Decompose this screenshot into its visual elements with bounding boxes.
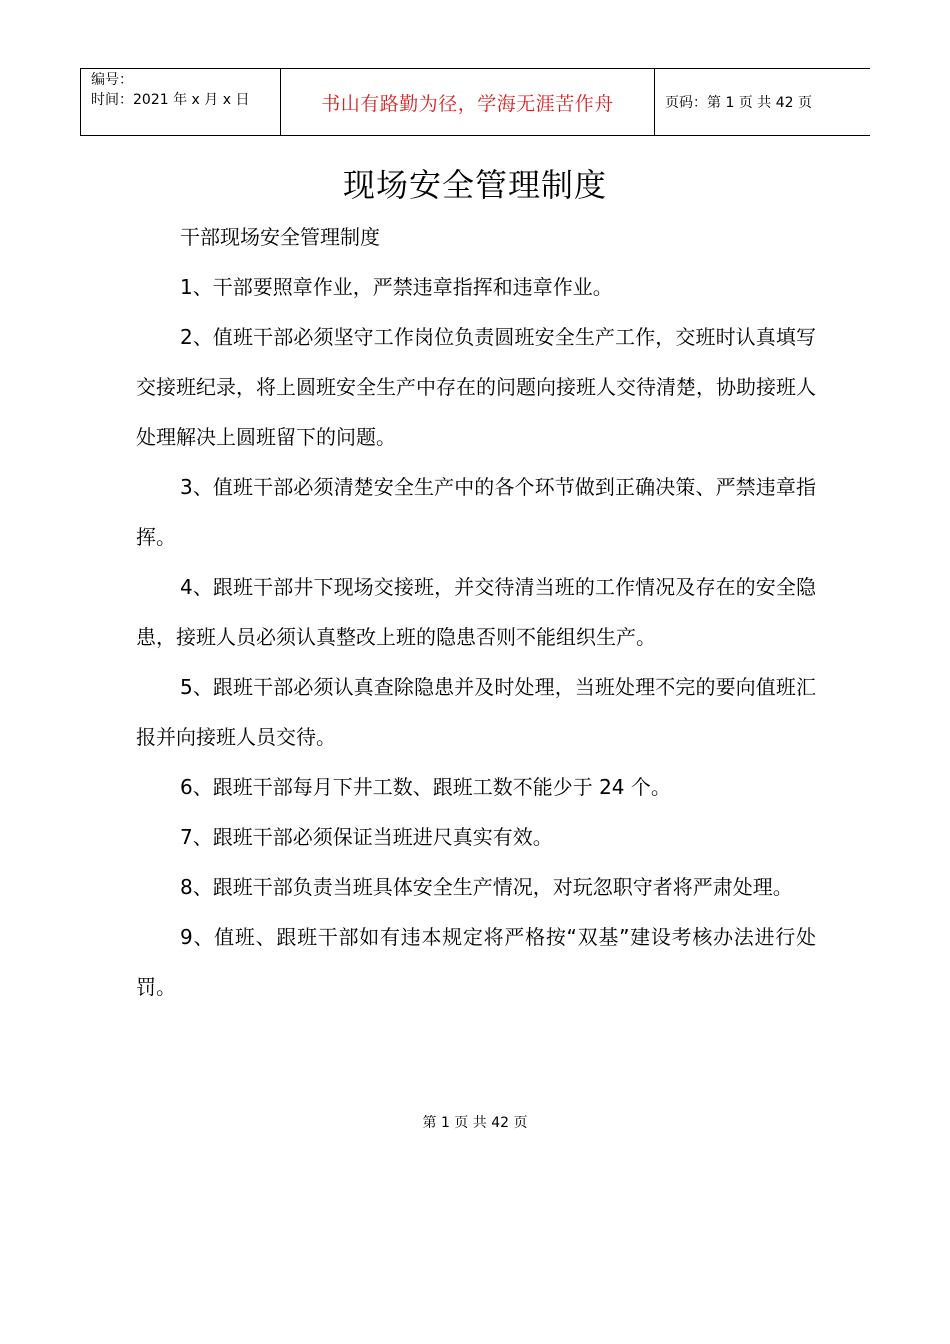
page-info-cell [655, 69, 870, 135]
rule-paragraph: 3、值班干部必须清楚安全生产中的各个环节做到正确决策、严禁违章指挥。 [136, 475, 816, 549]
page-title: 现场安全管理制度 [342, 166, 607, 204]
rule-paragraph: 8、跟班干部负责当班具体安全生产情况，对玩忽职守者将严肃处理。 [180, 875, 793, 899]
rule-paragraph: 1、干部要照章作业，严禁违章指挥和违章作业。 [180, 275, 613, 299]
rule-paragraph: 9、值班、跟班干部如有违本规定将严格按“双基”建设考核办法进行处罚。 [136, 925, 816, 999]
page-footer [0, 1112, 950, 1132]
rule-paragraph: 6、跟班干部每月下井工数、跟班工数不能少于 24 个。 [180, 775, 671, 799]
rule-paragraph: 7、跟班干部必须保证当班进尺真实有效。 [180, 825, 553, 849]
header-meta-cell [80, 69, 281, 135]
motto-cell [281, 69, 655, 135]
page-info-text: 页码：第 1 页 共 42 页 [665, 95, 812, 111]
rule-paragraph: 2、值班干部必须坚守工作岗位负责圆班安全生产工作，交班时认真填写交接班纪录，将上圆班安全生产中存在的问题向接班人交待清楚，协助接班人处理解决上圆班留下的问题。 [136, 325, 816, 449]
subtitle: 干部现场安全管理制度 [180, 225, 380, 249]
id-label: 编号： [91, 72, 133, 88]
document-body [136, 212, 816, 1012]
rule-paragraph: 4、跟班干部井下现场交接班，并交待清当班的工作情况及存在的安全隐患，接班人员必须认真整改上班的隐患否则不能组织生产。 [136, 575, 816, 649]
footer-page-number: 第 1 页 共 42 页 [422, 1115, 528, 1131]
document-header [80, 68, 870, 136]
time-label: 时间：2021 年 x 月 x 日 [91, 92, 250, 108]
motto-text: 书山有路勤为径，学海无涯苦作舟 [321, 92, 614, 115]
rule-paragraph: 5、跟班干部必须认真查除隐患并及时处理，当班处理不完的要向值班汇报并向接班人员交待。 [136, 675, 816, 749]
